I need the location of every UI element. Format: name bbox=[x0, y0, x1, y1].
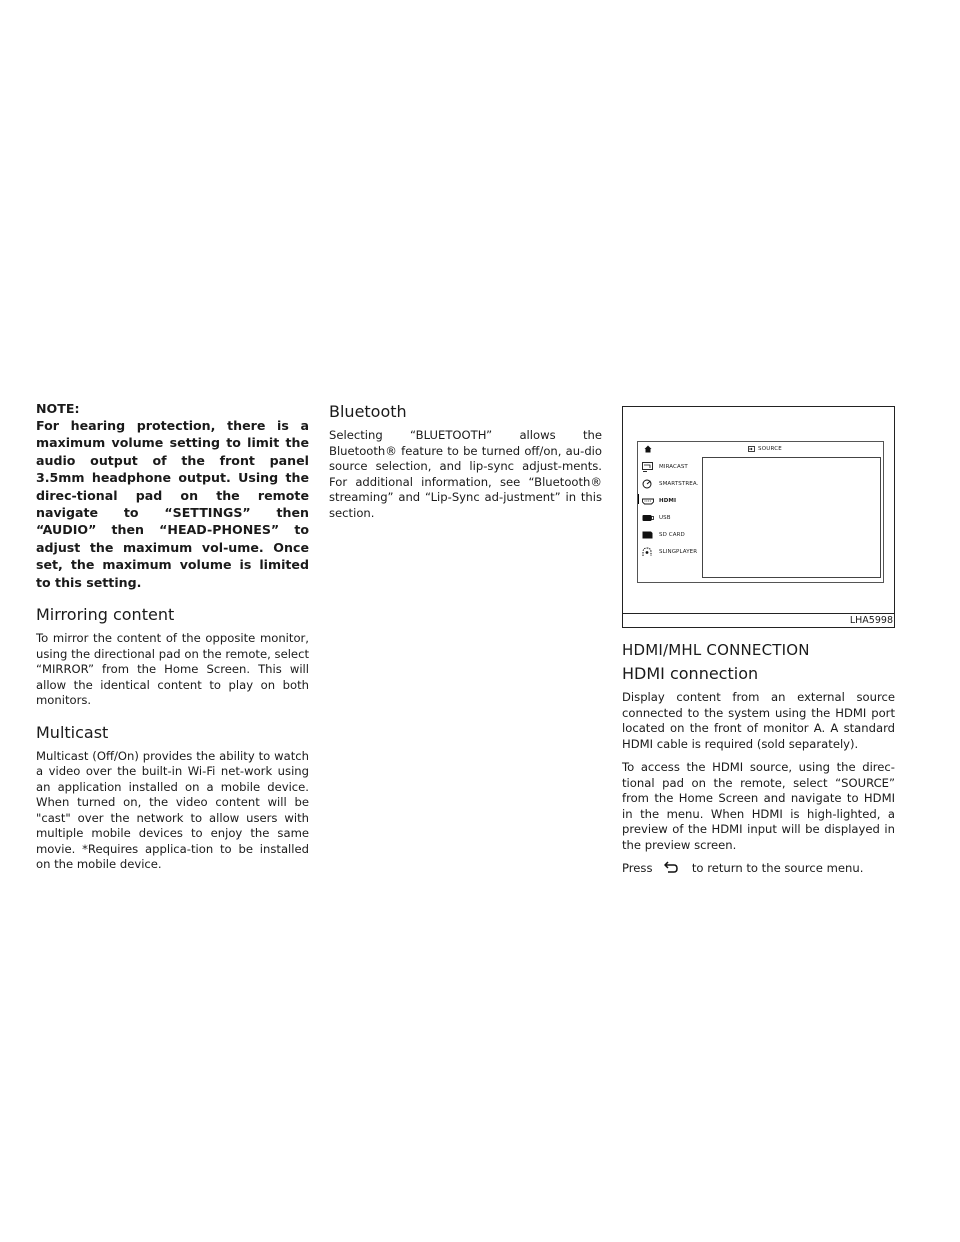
mirroring-heading: Mirroring content bbox=[36, 605, 175, 625]
home-icon bbox=[644, 445, 652, 453]
slingplayer-icon bbox=[642, 547, 654, 557]
preview-screen bbox=[702, 457, 881, 578]
hdmi-para-2: To access the HDMI source, using the direc-tional pad on the remote, select “SOURCE” from the Home Screen and navigate to HDMI in the menu. When HDMI is high-lighted, a preview of the HDMI input will be displayed in the preview screen. bbox=[622, 760, 895, 852]
press-instruction bbox=[622, 861, 895, 877]
menu-item-miracast[interactable] bbox=[642, 458, 702, 475]
sd-card-icon bbox=[642, 530, 654, 540]
source-menu-figure bbox=[622, 406, 895, 628]
input-source-icon bbox=[748, 446, 755, 452]
miracast-icon bbox=[642, 462, 654, 472]
multicast-heading: Multicast bbox=[36, 722, 109, 742]
figure-id-rule bbox=[623, 613, 894, 614]
monitor-screen bbox=[637, 441, 884, 583]
source-title-group bbox=[748, 442, 782, 456]
menu-item-usb[interactable] bbox=[642, 509, 702, 526]
source-title: SOURCE bbox=[758, 446, 782, 452]
middle-column bbox=[329, 402, 602, 529]
menu-item-label: HDMI bbox=[659, 497, 677, 504]
usb-icon bbox=[642, 513, 654, 523]
hdmi-connection-heading: HDMI connection bbox=[622, 664, 759, 683]
menu-item-label: SMARTSTREA. bbox=[659, 480, 699, 487]
press-text-after: to return to the source menu. bbox=[691, 861, 864, 875]
left-column bbox=[36, 400, 309, 881]
menu-item-label: SD CARD bbox=[659, 531, 685, 538]
selection-indicator bbox=[638, 494, 639, 504]
menu-item-label: USB bbox=[659, 514, 671, 521]
menu-item-slingplayer[interactable] bbox=[642, 543, 702, 560]
bluetooth-heading: Bluetooth bbox=[329, 402, 407, 421]
multicast-body: Multicast (Off/On) provides the ability to watch a video over the built-in Wi-Fi net-work using an application installed on a mobile device. When turned on, the video content will be "cast" over the network to allow users with multiple mobile devices to enjoy the same movie. *Requires applica-tion to be installed on the mobile device. bbox=[36, 748, 309, 872]
menu-item-label: SLINGPLAYER bbox=[659, 548, 698, 555]
note-body: For hearing protection, there is a maximum volume setting to limit the audio output of the front panel 3.5mm headphone output. Using the direc-tional pad on the remote navigate to “SETTINGS” then “AUDIO” then “HEAD-PHONES” to adjust the maximum vol-ume. Once set, the maximum volume is limited to this setting. bbox=[36, 418, 309, 590]
menu-item-hdmi[interactable] bbox=[642, 492, 702, 509]
back-arrow-icon bbox=[664, 861, 678, 873]
source-menu bbox=[642, 458, 702, 560]
menu-item-label: MIRACAST bbox=[659, 463, 688, 470]
hdmi-para-1: Display content from an external source connected to the system using the HDMI port located on the front of monitor A. A standard HDMI cable is required (sold separately). bbox=[622, 690, 895, 751]
press-text: Press bbox=[622, 861, 653, 875]
hdmi-icon bbox=[642, 496, 654, 506]
menu-item-smartstream[interactable] bbox=[642, 475, 702, 492]
menu-item-sd-card[interactable] bbox=[642, 526, 702, 543]
figure-id: LHA5998 bbox=[849, 615, 893, 626]
mirroring-body: To mirror the content of the opposite monitor, using the directional pad on the remote, select “MIRROR” from the Home Screen. This will allow the identical content to play on both monitors. bbox=[36, 631, 309, 708]
section-heading: HDMI/MHL CONNECTION bbox=[622, 641, 810, 659]
note-title: NOTE: bbox=[36, 401, 80, 416]
screen-header bbox=[638, 442, 883, 456]
right-column bbox=[622, 406, 895, 885]
bluetooth-body: Selecting “BLUETOOTH” allows the Bluetooth® feature to be turned off/on, au-dio source selection, and lip-sync adjust-ments. For additional information, see “Bluetooth® streaming” and “Lip-Sync ad-justment” in this section. bbox=[329, 428, 602, 520]
smartstream-icon bbox=[642, 479, 654, 489]
